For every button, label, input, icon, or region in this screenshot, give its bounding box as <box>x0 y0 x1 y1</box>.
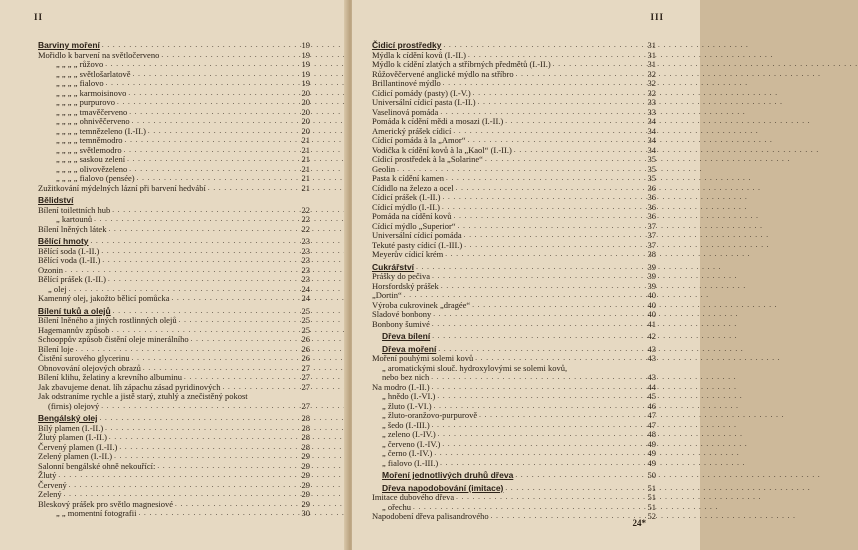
entry-title: Napodobení dřeva palisandrového <box>372 511 489 521</box>
entry-title: Bílý plamen (I.-II.) <box>38 422 104 433</box>
dot-leader <box>491 511 642 522</box>
entry-title: Bělící voda (I.-II.) <box>38 255 101 265</box>
table-of-contents <box>372 38 656 522</box>
entry-page-number: 19 <box>301 78 310 88</box>
toc-entry <box>38 294 310 304</box>
entry-page-number: 21 <box>301 173 310 183</box>
entry-title: „ „ momentní fotografii <box>56 508 137 518</box>
entry-title: Universální cídicí pasta (I.-II.) <box>372 97 476 107</box>
entry-title: Zelený <box>38 489 62 499</box>
toc-section-heading <box>372 471 656 481</box>
entry-page-number: 29 <box>301 479 310 490</box>
entry-title: Salonní bengálské ohně nekouřící: <box>38 460 156 471</box>
entry-page-number: 33 <box>647 106 656 117</box>
entry-title: Pasta k cídění kamen <box>372 173 444 183</box>
entry-title: „ „ „ „ temněmodro <box>56 135 123 145</box>
entry-page-number: 35 <box>647 154 656 164</box>
entry-title: „ „ „ „ saskou zelení <box>56 154 126 164</box>
entry-title: (firnis) olejový <box>48 400 100 411</box>
entry-title: Zužitkování mýdelných lázní při barvení hedvábí <box>38 182 206 193</box>
entry-page-number: 48 <box>647 429 656 439</box>
entry-title: Bělící soda (I.-II.) <box>38 245 100 256</box>
entry-title: „ aromatickými slouč. hydroxylovými se solemi kovů, <box>382 362 568 373</box>
dot-leader <box>171 293 296 304</box>
entry-title: Cídicí pomáda à la „Amor“ <box>372 135 466 145</box>
entry-page-number: 43 <box>647 353 656 363</box>
entry-title: Cídicí pomády (pasty) (I.-V.) <box>372 87 471 98</box>
entry-title: Pomáda k cídění mědi a mosazi (I.-II.) <box>372 116 504 126</box>
entry-page-number: 29 <box>301 498 310 509</box>
entry-title: „ zeleno (I.-IV.) <box>382 429 436 439</box>
entry-title: „ šedo (I.-III.) <box>382 419 430 430</box>
entry-page-number: 23 <box>301 255 310 265</box>
entry-page-number: 22 <box>301 223 310 234</box>
entry-page-number: 37 <box>647 220 656 231</box>
entry-title: Mýdlo k cídění zlatých a stříbrných předmětů (I.-II.) <box>372 59 551 69</box>
toc-entry <box>38 402 310 412</box>
dot-leader <box>432 319 642 330</box>
entry-page-number: 25 <box>301 315 310 325</box>
entry-page-number: 21 <box>301 154 310 164</box>
entry-page-number: 43 <box>647 343 656 354</box>
entry-page-number: 32 <box>647 68 656 79</box>
entry-page-number: 38 <box>647 249 656 259</box>
entry-title: „ „ „ „ karmoisinovo <box>56 87 127 98</box>
entry-title: Bengálský olej <box>38 413 98 423</box>
entry-title: Bělidství <box>38 195 74 205</box>
entry-page-number: 49 <box>647 438 656 449</box>
toc-entry <box>372 459 656 469</box>
toc-entry <box>372 320 656 330</box>
toc-entry <box>38 225 310 235</box>
entry-title: Mýdla k cídění kovů (I.-II.) <box>372 49 466 60</box>
right-page <box>352 0 700 550</box>
entry-page-number: 34 <box>647 135 656 145</box>
dot-leader <box>475 353 642 364</box>
entry-page-number: 49 <box>647 457 656 468</box>
entry-page-number: 29 <box>301 470 310 480</box>
entry-page-number: 21 <box>301 182 310 193</box>
entry-page-number: 19 <box>301 68 310 79</box>
entry-page-number: 23 <box>301 274 310 284</box>
entry-title: Bělící prášek (I.-II.) <box>38 274 106 284</box>
entry-page-number: 29 <box>301 460 310 471</box>
entry-title: „ „ „ „ fialovo (pensée) <box>56 173 135 183</box>
entry-title: Moření jednotlivých druhů dřeva <box>382 470 514 480</box>
entry-page-number: 40 <box>647 299 656 310</box>
entry-page-number: 27 <box>301 381 310 392</box>
entry-title: Cídicí prostředek à la „Solarine“ <box>372 154 483 164</box>
table-of-contents <box>38 38 310 519</box>
entry-title: Na modro (I.-II.) <box>372 381 430 392</box>
entry-title: Vaselinová pomáda <box>372 106 439 117</box>
entry-title: Žlutý <box>38 470 57 480</box>
entry-title: „ žluto (I.-VI.) <box>382 400 432 411</box>
entry-title: Dřeva moření <box>382 343 437 354</box>
entry-title: Imitace dubového dřeva <box>372 492 455 502</box>
entry-page-number: 32 <box>647 87 656 98</box>
entry-page-number: 36 <box>647 211 656 221</box>
entry-title: Růžověčervené anglické mýdlo na stříbro <box>372 68 514 79</box>
left-page <box>0 0 350 550</box>
entry-title: Cídicí mýdlo „Superior“ <box>372 220 456 231</box>
entry-page-number: 31 <box>647 59 656 69</box>
entry-title: „ ořechu <box>382 501 412 512</box>
entry-title: Horsfordský prášek <box>372 280 439 291</box>
entry-page-number: 20 <box>301 97 310 107</box>
entry-page-number: 34 <box>647 144 656 155</box>
entry-title: Červený <box>38 479 67 490</box>
entry-page-number: 20 <box>301 116 310 126</box>
entry-title: Bílení klihu, želatiny a krevního albuminu <box>38 372 182 382</box>
entry-title: „ „ „ „ fialovo <box>56 78 104 88</box>
entry-page-number: 52 <box>647 511 656 521</box>
entry-page-number: 36 <box>647 192 656 202</box>
entry-title: Bílení tuků a olejů <box>38 305 111 316</box>
entry-page-number: 26 <box>301 343 310 354</box>
entry-page-number: 50 <box>647 470 656 480</box>
entry-title: „Dortin“ <box>372 290 402 300</box>
entry-title: Schooppův způsob čistění oleje minerálního <box>38 334 189 344</box>
entry-page-number: 21 <box>301 163 310 174</box>
entry-page-number: 47 <box>647 410 656 420</box>
entry-page-number: 26 <box>301 353 310 363</box>
entry-page-number: 20 <box>301 106 310 117</box>
entry-page-number: 30 <box>301 508 310 518</box>
entry-page-number: 20 <box>301 87 310 98</box>
entry-title: Moření pouhými solemi kovů <box>372 353 474 363</box>
entry-title: Bílení lněného a jiných rostlinných olejů <box>38 315 177 325</box>
entry-title: Dřeva bílení <box>382 331 431 341</box>
entry-page-number: 39 <box>647 271 656 281</box>
entry-page-number: 36 <box>647 182 656 193</box>
entry-page-number: 22 <box>301 214 310 224</box>
dot-leader <box>515 470 642 481</box>
entry-page-number: 40 <box>647 309 656 319</box>
entry-page-number: 35 <box>647 163 656 174</box>
entry-title: Čistění surového glycerinu <box>38 353 130 363</box>
entry-page-number: 34 <box>647 125 656 136</box>
entry-page-number: 27 <box>301 372 310 382</box>
entry-page-number: 39 <box>647 280 656 291</box>
entry-page-number: 34 <box>647 116 656 126</box>
entry-title: Bonbony šumivé <box>372 318 430 329</box>
entry-page-number: 28 <box>301 441 310 452</box>
toc-entry <box>38 509 310 519</box>
entry-title: Cídicí mýdlo (I.-II.) <box>372 201 440 212</box>
entry-page-number: 21 <box>301 144 310 155</box>
entry-page-number: 44 <box>647 381 656 392</box>
entry-title: Sladové bonbony <box>372 309 432 319</box>
entry-title: Žlutý plamen (I.-II.) <box>38 432 107 442</box>
entry-page-number: 42 <box>647 331 656 341</box>
entry-page-number: 28 <box>301 422 310 433</box>
entry-page-number: 19 <box>301 40 310 50</box>
entry-page-number: 41 <box>647 318 656 329</box>
toc-entry <box>372 250 656 260</box>
dot-leader <box>108 224 296 235</box>
entry-title: „ „ „ „ tmavěčerveno <box>56 106 128 117</box>
toc-section-heading <box>372 332 656 342</box>
entry-page-number: 46 <box>647 400 656 411</box>
entry-page-number: 32 <box>647 78 656 88</box>
entry-title: Bleskový prášek pro světlo magnesiové <box>38 498 174 509</box>
entry-title: „ „ „ „ růžovo <box>56 59 104 69</box>
entry-page-number: 37 <box>647 230 656 240</box>
entry-page-number: 19 <box>301 49 310 60</box>
entry-title: „ červeno (I.-IV.) <box>382 438 441 449</box>
entry-page-number: 47 <box>647 419 656 430</box>
entry-title: Čidicí prostředky <box>372 40 442 50</box>
entry-page-number: 35 <box>647 173 656 183</box>
entry-page-number: 43 <box>647 372 656 382</box>
entry-page-number: 29 <box>301 451 310 461</box>
entry-title: Barviny moření <box>38 40 100 50</box>
dot-leader <box>440 458 642 469</box>
entry-page-number: 36 <box>647 201 656 212</box>
entry-title: Červený plamen (I.-II.) <box>38 441 118 452</box>
entry-title: „ „ „ „ ohnivěčerveno <box>56 116 130 126</box>
entry-title: „ „ „ „ světlemodro <box>56 144 122 155</box>
entry-title: Bílení loje <box>38 343 74 354</box>
entry-title: „ olej <box>48 283 67 294</box>
entry-page-number: 27 <box>301 362 310 373</box>
dot-leader <box>208 183 296 194</box>
entry-title: „ kartounů <box>56 214 93 224</box>
entry-title: Pomáda na cídění kovů <box>372 211 452 221</box>
dot-leader <box>139 508 297 519</box>
entry-page-number: 45 <box>647 391 656 401</box>
entry-page-number: 31 <box>647 49 656 60</box>
entry-title: Tekuté pasty cídicí (I.-III.) <box>372 239 463 250</box>
entry-title: Bílení lněných látek <box>38 223 107 234</box>
signature-mark: 24* <box>632 518 646 528</box>
entry-page-number: 39 <box>647 261 656 272</box>
entry-title: Geolin <box>372 163 396 174</box>
entry-page-number: 37 <box>647 239 656 250</box>
entry-page-number: 21 <box>301 135 310 145</box>
entry-title: Mořidlo k barvení na světločerveno <box>38 49 160 60</box>
entry-title: Kamenný olej, jakožto bělicí pomůcka <box>38 293 170 303</box>
entry-page-number: 51 <box>647 501 656 512</box>
dot-leader <box>101 401 296 412</box>
entry-page-number: 23 <box>301 264 310 275</box>
entry-title: „ fialovo (I.-III.) <box>382 457 439 468</box>
entry-page-number: 29 <box>301 489 310 499</box>
entry-title: „ „ „ „ purpurovo <box>56 97 116 107</box>
entry-title: Brillantinové mýdlo <box>372 78 441 88</box>
entry-page-number: 26 <box>301 334 310 344</box>
entry-title: Cídidlo na železo a ocel <box>372 182 454 193</box>
entry-title: Cukrářství <box>372 261 415 272</box>
entry-title: Ozonin <box>38 264 64 275</box>
entry-page-number: 25 <box>301 305 310 316</box>
entry-page-number: 51 <box>647 492 656 502</box>
page-number: III <box>650 12 664 22</box>
entry-title: Zelený plamen (I.-II.) <box>38 451 113 461</box>
entry-page-number: 23 <box>301 245 310 256</box>
entry-title: „ žluto-oranžovo-purpurově <box>382 410 478 420</box>
entry-page-number: 24 <box>301 283 310 294</box>
entry-title: Prášky do pečiva <box>372 271 431 281</box>
entry-page-number: 33 <box>647 97 656 107</box>
entry-page-number: 49 <box>647 448 656 458</box>
entry-title: „ „ „ „ temnězeleno (I.-II.) <box>56 125 146 136</box>
entry-page-number: 24 <box>301 293 310 303</box>
entry-title: Obnovování olejových obrazů <box>38 362 141 373</box>
entry-page-number: 28 <box>301 432 310 442</box>
entry-title: Cídicí prášek (I.-II.) <box>372 192 441 202</box>
entry-title: „ hnědo (I.-VI.) <box>382 391 436 401</box>
toc-entry <box>38 184 310 194</box>
entry-title: Universální cídicí pomáda <box>372 230 462 240</box>
entry-page-number: 23 <box>301 236 310 246</box>
dot-leader <box>432 331 642 342</box>
entry-title: Jak zbavujeme denat. líh zápachu zásad pyridinových <box>38 381 221 392</box>
entry-title: Dřeva napodobování (imitace) <box>382 482 504 493</box>
page-number: II <box>34 12 44 22</box>
entry-title: Meyerův cídicí krém <box>372 249 444 259</box>
entry-title: Bělící hmoty <box>38 236 89 246</box>
entry-page-number: 31 <box>647 40 656 50</box>
entry-title: „ černo (I.-IV.) <box>382 448 433 458</box>
entry-page-number: 51 <box>647 482 656 493</box>
entry-title: Jak odstraníme rychle a jistě starý, ztuhlý a znečistěný pokost <box>38 391 248 401</box>
entry-page-number: 20 <box>301 125 310 136</box>
dot-leader <box>445 249 642 260</box>
entry-title: Hagemannův způsob <box>38 324 110 335</box>
entry-page-number: 22 <box>301 204 310 215</box>
entry-page-number: 27 <box>301 400 310 411</box>
toc-entry <box>372 512 656 522</box>
entry-title: Americký prášek cídicí <box>372 125 452 136</box>
entry-page-number: 40 <box>647 290 656 300</box>
entry-title: Bílení toilettních hub <box>38 204 111 215</box>
entry-title: „ „ „ „ olivovězeleno <box>56 163 128 174</box>
entry-page-number: 25 <box>301 324 310 335</box>
entry-title: „ „ „ „ světlošarlatově <box>56 68 131 79</box>
entry-title: nebo bez nich <box>382 372 430 382</box>
entry-page-number: 28 <box>301 413 310 423</box>
entry-title: Výroba cukrovinek „dragée“ <box>372 299 471 310</box>
entry-title: Vodička k cídění kovů à la „Kaol“ (I.-II.) <box>372 144 512 155</box>
entry-page-number: 19 <box>301 59 310 69</box>
